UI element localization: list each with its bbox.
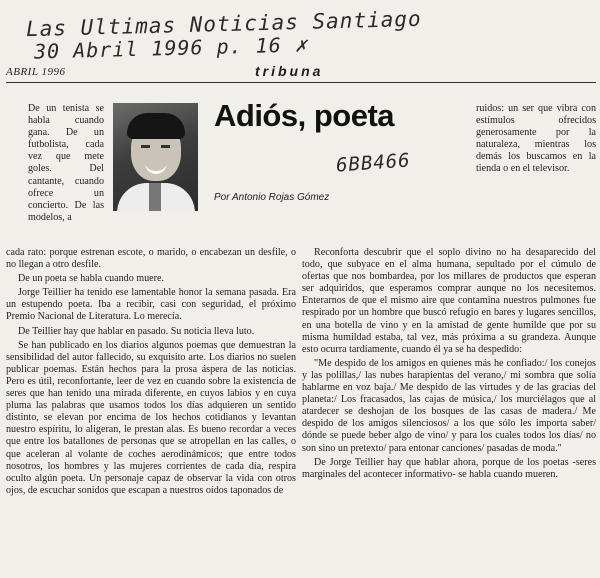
paragraph: Se han publicado en los diarios algunos poemas que demuestran la sensibilidad del autor fallecido, su exquisito arte. Los diarios no suelen publicar poemas. Están hechos para la prosa áspera de las noticias. Pero es útil, reconfortante, leer de vez en cuando sobre la existencia de seres que han tenido una mirada diferente, en cuyos labios y en cuya pluma las palabras que usamos todos los días adquieren un sentido distinto, se elevan por encima de los hechos cotidianos y levantan nuestro espíritu, lo aligeran, le prestan alas. Es bueno recordar a veces que entre los batallones de personas que se atropellan en las calles, o que aceleran al volante de coches aerodinámicos; que entre todos nosotros, los hombres y las mujeres corrientes de cada día, respira oculto algún poeta. Un personaje capaz de observar la vida con otros ojos, de escuchar sonidos que escapan a nuestros oídos taponados de <box>6 339 296 496</box>
column-left <box>6 247 296 499</box>
column-right-top <box>476 103 596 178</box>
headline: Adiós, poeta <box>214 98 395 133</box>
paragraph: De Jorge Teillier hay que hablar ahora, porque de los poetas -seres marginales del acontecer informativo- se habla cuando mueren. <box>302 456 596 480</box>
paragraph: ruidos: un ser que vibra con estímulos ofrecidos generosamente por la naturaleza, mientras los demás los buscamos en la tienda o en el televisor. <box>476 103 596 175</box>
handwritten-catalog-number: 6BB466 <box>335 149 412 177</box>
handwritten-date-note: 30 Abril 1996 p. 16 ✗ <box>33 32 309 64</box>
paragraph: De Teillier hay que hablar en pasado. Su noticia lleva luto. <box>18 325 255 337</box>
paragraph: De un tenista se habla cuando gana. De un futbolista, cada vez que mete goles. Del cantante, cuando ofrece un concierto. De las modelos, a <box>28 103 104 223</box>
column-left-top <box>28 103 104 226</box>
byline: Por Antonio Rojas Gómez <box>214 192 330 203</box>
handwritten-source-note: Las Ultimas Noticias Santiago <box>25 6 422 42</box>
dateline: ABRIL 1996 <box>6 66 66 78</box>
paragraph: De un poeta se habla cuando muere. <box>18 273 165 285</box>
paragraph: cada rato: porque estrenan escote, o marido, o encabezan un desfile, o no llegan a otro desfile. <box>6 247 296 271</box>
column-right <box>302 247 596 483</box>
section-title: tribuna <box>255 63 324 79</box>
header-rule <box>6 82 596 83</box>
author-photo <box>113 103 198 211</box>
paragraph: Reconforta descubrir que el soplo divino no ha desaparecido del todo, que subyace en el alma humana, sepultado por el cúmulo de ofertas que nos bombardea, por los millares de productos que esperan ser adquiridos, que esperamos comprar aunque no los necesitemos. Enterarnos de que el mismo aire que contamina nuestros pulmones fue respirado por un hombre que buscó refugio en bares y lugares sencillos, en una botella de vino y en la amistad de gente humilde que por su misma humildad estaba, tal vez, más próxima a su grandeza. Aunque esto ocurra tardíamente, cuando él ya se ha despedido: <box>302 247 596 355</box>
paragraph: Jorge Teillier ha tenido ese lamentable honor la semana pasada. Era un estupendo poeta. Iba a recibir, casi con seguridad, el próximo Premio Nacional de Literatura. Lo merecía. <box>6 287 296 323</box>
poem-quote: "Me despido de los amigos en quienes más he confiado:/ los conejos y las polillas,/ las nubes harapientas del verano,/ mi sombra que solía hablarme en voz baja./ Me despido de las virtudes y de las gracias del planeta:/ Los fracasados, las cajas de música,/ los murciélagos que al atardecer se deshojan de los bosques de las casas de madera./ Me despido de los amigos silenciosos/ a los que sólo les importa saber/ dónde se puede beber algo de vino/ y para los cuales todos los días/ no son sino un pretexto/ para entonar canciones/ pasadas de moda." <box>302 357 596 454</box>
